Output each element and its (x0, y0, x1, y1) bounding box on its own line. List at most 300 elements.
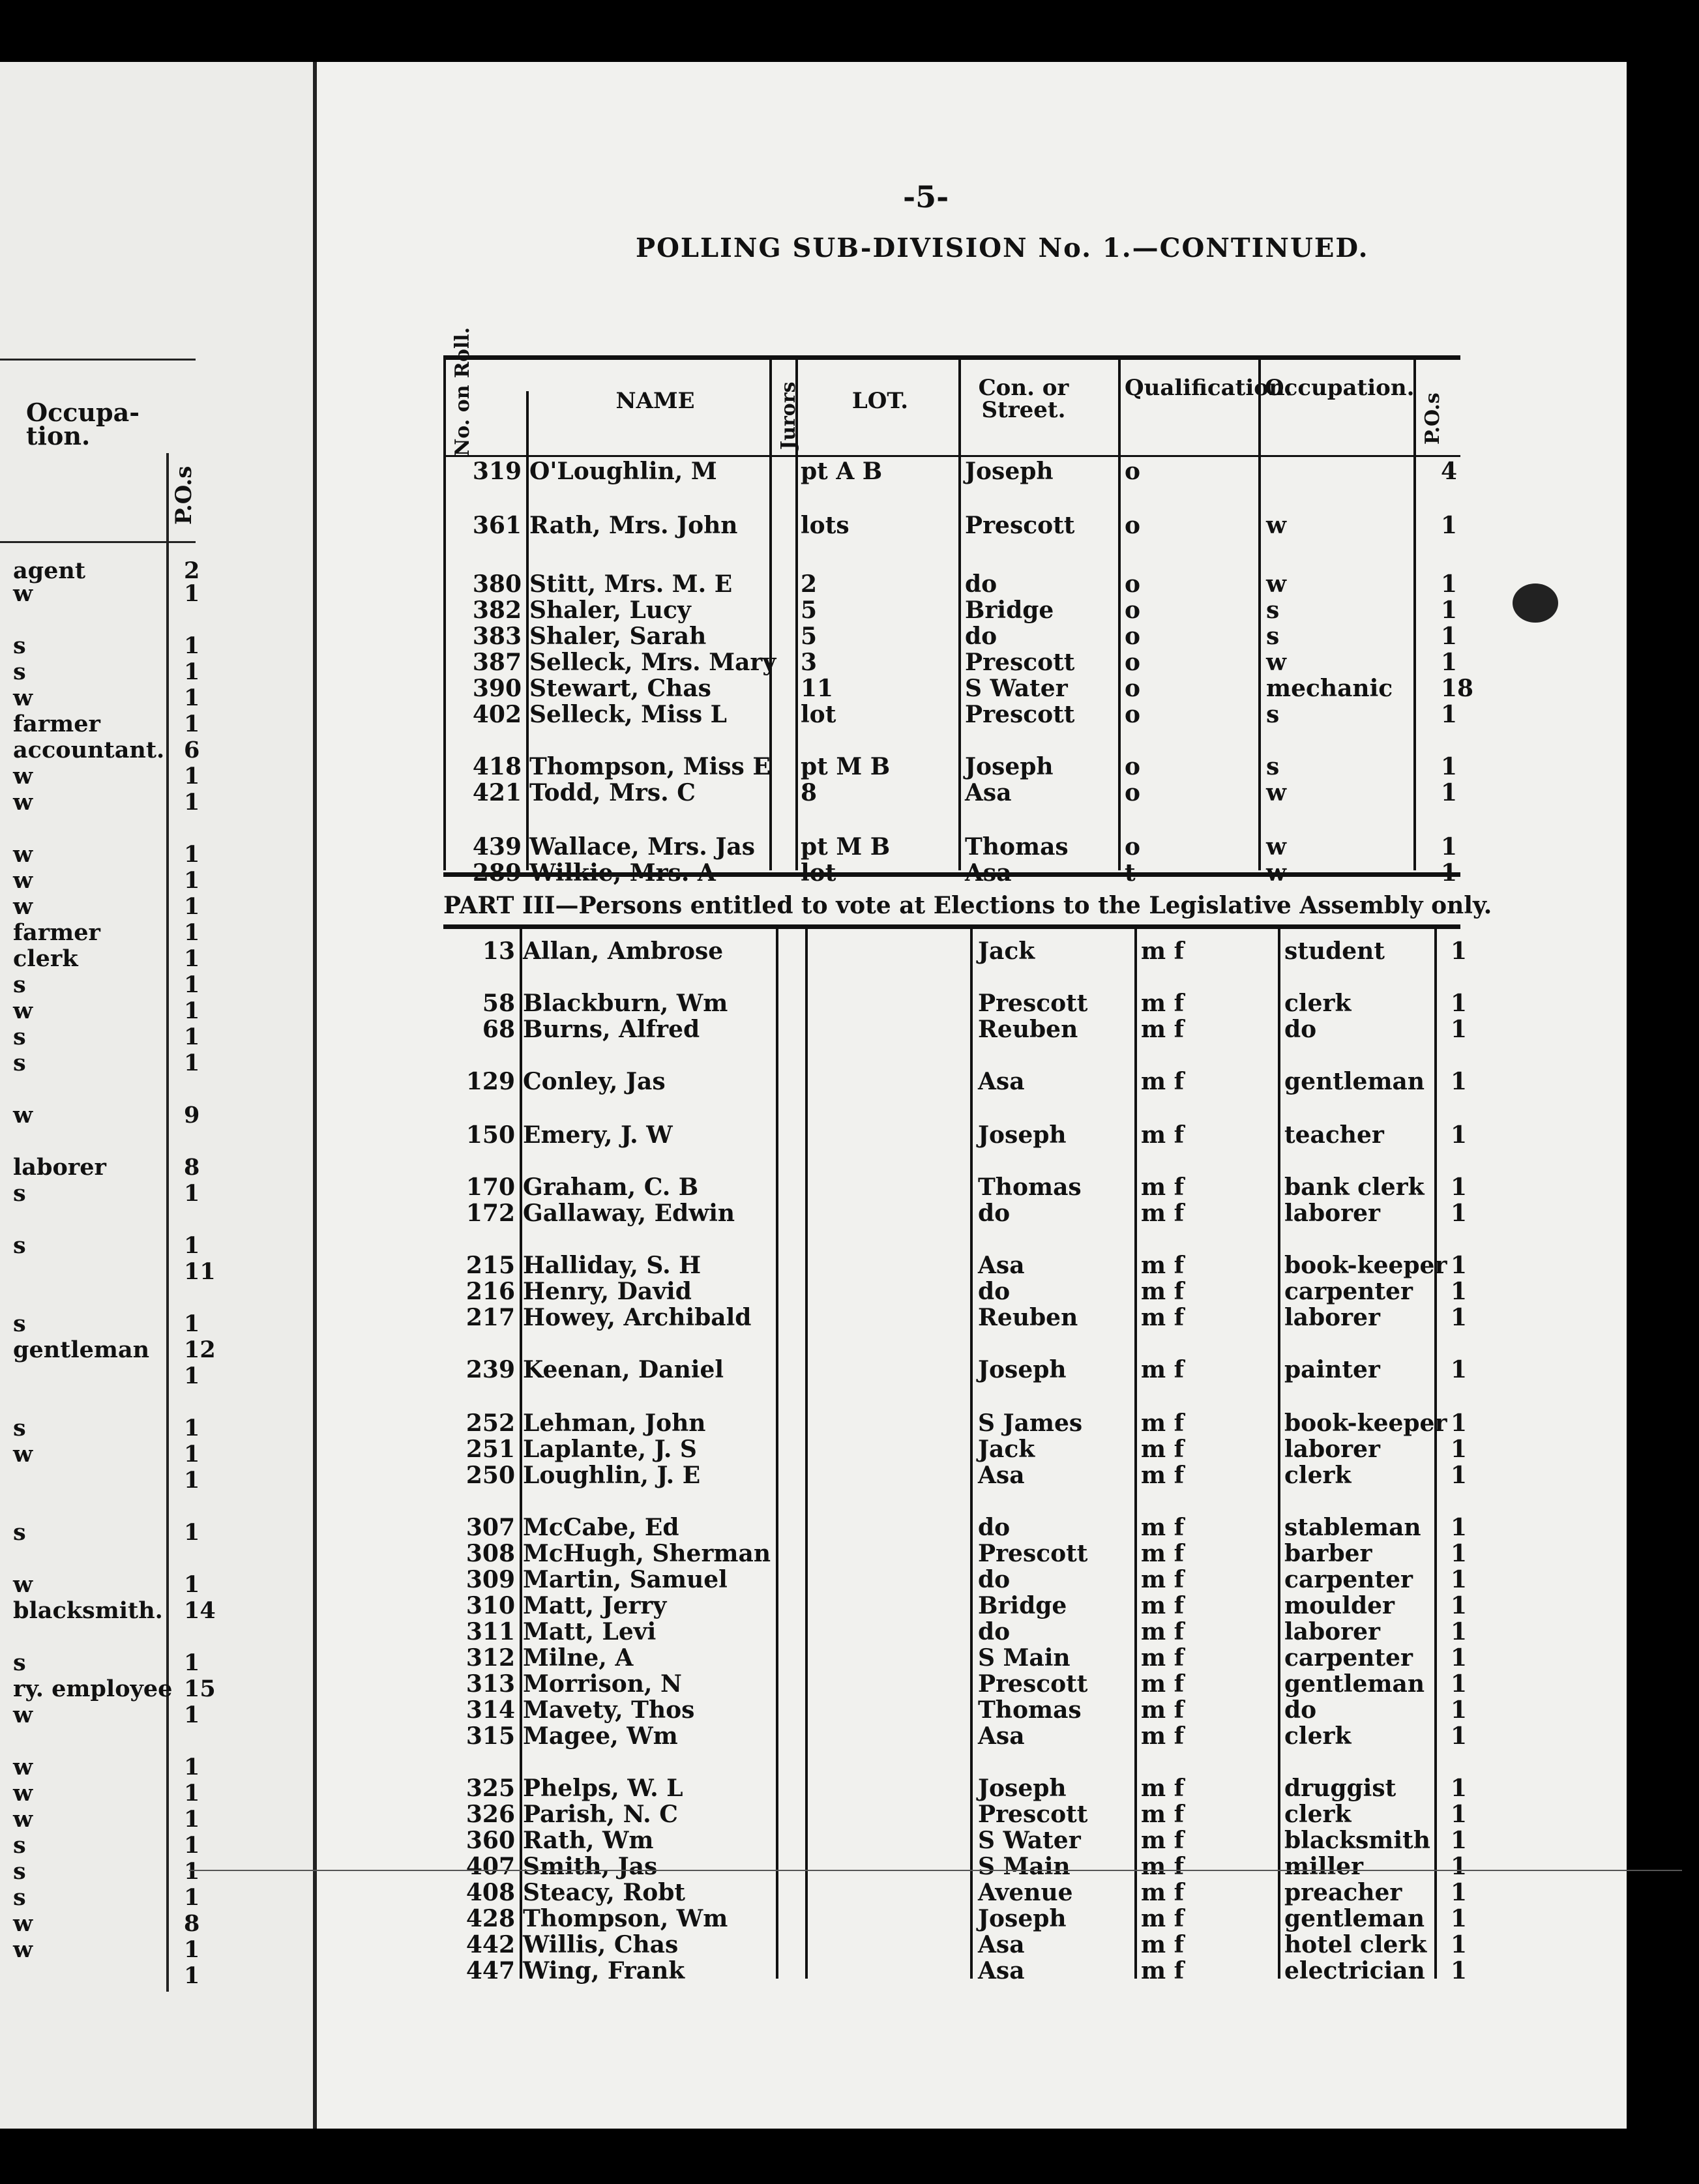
cell-street: do (978, 1618, 1011, 1645)
cell-no: 217 (465, 1304, 515, 1331)
table-row (443, 1957, 1468, 1985)
cell-street: Asa (965, 859, 1012, 887)
cell-no: 408 (465, 1879, 515, 1906)
cell-po: 1 (1451, 1016, 1468, 1043)
left-po: 1 (184, 971, 200, 998)
header-no-on-roll: No. on Roll. (451, 327, 474, 456)
cell-occ: w (1266, 833, 1286, 861)
cell-no: 325 (465, 1775, 515, 1802)
part2-end-rule (443, 872, 1460, 877)
cell-street: Asa (978, 1252, 1025, 1279)
left-po: 1 (184, 997, 200, 1024)
cell-qual: o (1125, 512, 1141, 539)
cell-qual: m f (1141, 1409, 1185, 1437)
cell-po: 1 (1451, 1514, 1468, 1541)
cell-po: 1 (1451, 1200, 1468, 1227)
cell-occ: s (1266, 597, 1280, 624)
cell-name: Graham, C. B (523, 1173, 699, 1201)
cell-qual: o (1125, 675, 1141, 702)
cell-qual: m f (1141, 1905, 1185, 1932)
part3-heading: PART III—Persons entitled to vote at Elections to the Legislative Assembly only. (443, 892, 1492, 919)
cell-no: 407 (465, 1853, 515, 1880)
cell-street: Asa (965, 779, 1012, 806)
table-row (443, 1200, 1468, 1227)
cell-name: Todd, Mrs. C (529, 779, 696, 806)
left-occupation: laborer (13, 1154, 106, 1181)
left-occupation: agent (13, 557, 86, 584)
cell-lot: lot (801, 701, 836, 728)
cell-no: 170 (465, 1173, 515, 1201)
cell-no: 447 (465, 1957, 515, 1985)
cell-name: Selleck, Miss L (529, 701, 727, 728)
cell-po: 1 (1451, 1121, 1468, 1149)
left-po: 1 (184, 841, 200, 868)
cell-po: 1 (1451, 1931, 1468, 1958)
cell-qual: m f (1141, 1462, 1185, 1489)
cell-no: 172 (465, 1200, 515, 1227)
cell-lot: 5 (801, 597, 818, 624)
cell-street: S James (978, 1409, 1083, 1437)
cell-po: 1 (1451, 1436, 1468, 1463)
cell-street: Jack (978, 937, 1035, 965)
cell-qual: t (1125, 859, 1136, 887)
table-row (443, 1644, 1468, 1672)
table-row (443, 1356, 1468, 1383)
table-row (443, 1592, 1468, 1619)
left-po: 8 (184, 1154, 200, 1181)
cell-street: Joseph (965, 458, 1054, 485)
cell-name: Wilkie, Mrs. A (529, 859, 716, 887)
cell-no: 251 (465, 1436, 515, 1463)
cell-lot: pt M B (801, 833, 891, 861)
cell-po: 1 (1451, 1801, 1468, 1828)
left-facing-page (0, 62, 317, 2129)
cell-po: 1 (1451, 1304, 1468, 1331)
table-row (443, 1304, 1468, 1331)
cell-street: do (965, 570, 997, 598)
table-row (443, 1566, 1468, 1593)
cell-lot: 11 (801, 675, 834, 702)
cell-no: 428 (465, 1905, 515, 1932)
cell-no: 129 (465, 1068, 515, 1095)
left-occupation: w (13, 789, 33, 816)
cell-occ: s (1266, 701, 1280, 728)
table-row (443, 1462, 1468, 1489)
cell-occ: mechanic (1266, 675, 1393, 702)
cell-street: S Water (978, 1827, 1081, 1854)
left-po: 1 (184, 1519, 200, 1546)
cell-street: do (965, 623, 997, 650)
left-po: 1 (184, 1441, 200, 1468)
left-occupation: gentleman (13, 1336, 150, 1363)
cell-name: Phelps, W. L (523, 1775, 683, 1802)
cell-lot: 8 (801, 779, 818, 806)
cell-qual: o (1125, 458, 1141, 485)
cell-qual: m f (1141, 990, 1185, 1017)
cell-name: Howey, Archibald (523, 1304, 752, 1331)
cell-qual: m f (1141, 1592, 1185, 1619)
cell-po: 1 (1451, 1722, 1468, 1750)
cell-street: Joseph (978, 1775, 1067, 1802)
table-row (443, 937, 1468, 965)
cell-street: Thomas (978, 1173, 1082, 1201)
left-po: 9 (184, 1102, 200, 1129)
left-occupation: w (13, 685, 33, 711)
cell-street: Prescott (978, 990, 1088, 1017)
header-po: P.O.s (1421, 392, 1444, 445)
left-po: 2 (184, 557, 200, 584)
header-bottom-rule (443, 455, 1460, 457)
cell-name: Mavety, Thos (523, 1696, 695, 1724)
left-po: 1 (184, 1310, 200, 1337)
left-occupation: s (13, 658, 26, 685)
cell-po: 1 (1451, 1173, 1468, 1201)
cell-po: 1 (1451, 1905, 1468, 1932)
cell-name: Smith, Jas (523, 1853, 658, 1880)
cell-occ: do (1284, 1696, 1317, 1724)
cell-po: 1 (1451, 1592, 1468, 1619)
cell-no: 390 (472, 675, 522, 702)
cell-name: Keenan, Daniel (523, 1356, 724, 1383)
left-occupation: w (13, 867, 33, 894)
table-row (443, 597, 1460, 623)
cell-street: Jack (978, 1436, 1035, 1463)
cell-po: 1 (1451, 1644, 1468, 1672)
table-row (443, 649, 1460, 675)
cell-name: Allan, Ambrose (523, 937, 724, 965)
header-name: NAME (615, 388, 695, 414)
ink-blot (1513, 583, 1558, 623)
cell-no: 360 (465, 1827, 515, 1854)
table-row (443, 990, 1468, 1017)
cell-name: Loughlin, J. E (523, 1462, 701, 1489)
cell-name: Shaler, Lucy (529, 597, 691, 624)
cell-name: Selleck, Mrs. Mary (529, 649, 776, 676)
cell-qual: m f (1141, 1173, 1185, 1201)
table-row (443, 1121, 1468, 1149)
left-po: 1 (184, 1180, 200, 1207)
cell-qual: m f (1141, 1356, 1185, 1383)
cell-occ: stableman (1284, 1514, 1421, 1541)
cell-qual: m f (1141, 1566, 1185, 1593)
left-occupation: s (13, 1180, 26, 1207)
cell-qual: m f (1141, 1644, 1185, 1672)
left-po: 1 (184, 1050, 200, 1076)
cell-name: Willis, Chas (523, 1931, 679, 1958)
left-occupation: w (13, 1102, 33, 1129)
left-occupation: w (13, 997, 33, 1024)
left-po: 12 (184, 1336, 216, 1363)
left-occupation: w (13, 1441, 33, 1468)
cell-qual: m f (1141, 1853, 1185, 1880)
left-po: 1 (184, 789, 200, 816)
left-occupation: clerk (13, 945, 78, 972)
left-occupation: w (13, 580, 33, 607)
cell-name: Wing, Frank (523, 1957, 685, 1985)
left-occupation: s (13, 1232, 26, 1259)
cell-occ: laborer (1284, 1618, 1381, 1645)
cell-po: 1 (1441, 779, 1458, 806)
cell-qual: m f (1141, 1670, 1185, 1698)
cell-name: Thompson, Miss E (529, 753, 771, 780)
left-occupation: farmer (13, 919, 100, 946)
cell-street: do (978, 1566, 1011, 1593)
cell-no: 309 (465, 1566, 515, 1593)
cell-name: Martin, Samuel (523, 1566, 728, 1593)
cell-po: 1 (1451, 1540, 1468, 1567)
cell-no: 289 (472, 859, 522, 887)
cell-name: Laplante, J. S (523, 1436, 697, 1463)
cell-name: Morrison, N (523, 1670, 682, 1698)
cell-name: Parish, N. C (523, 1801, 678, 1828)
cell-occ: electrician (1284, 1957, 1425, 1985)
cell-occ: preacher (1284, 1879, 1402, 1906)
cell-occ: moulder (1284, 1592, 1395, 1619)
left-po: 1 (184, 1571, 200, 1598)
cell-no: 150 (465, 1121, 515, 1149)
cell-qual: o (1125, 833, 1141, 861)
left-po: 1 (184, 1858, 200, 1885)
left-po: 1 (184, 1962, 200, 1989)
cell-po: 1 (1441, 833, 1458, 861)
cell-street: Prescott (965, 701, 1075, 728)
left-po: 1 (184, 685, 200, 711)
cell-name: Wallace, Mrs. Jas (529, 833, 755, 861)
left-occupation: s (13, 1649, 26, 1676)
cell-po: 1 (1441, 570, 1458, 598)
left-page-top-rule (0, 359, 196, 361)
cell-street: Asa (978, 1957, 1025, 1985)
left-po: 6 (184, 737, 200, 763)
cell-no: 418 (472, 753, 522, 780)
cell-occ: druggist (1284, 1775, 1396, 1802)
table-row (443, 675, 1474, 702)
cell-no: 215 (465, 1252, 515, 1279)
table-row (443, 1879, 1468, 1906)
left-occupation: w (13, 1780, 33, 1807)
cell-qual: m f (1141, 1304, 1185, 1331)
cell-occ: laborer (1284, 1436, 1381, 1463)
cell-no: 252 (465, 1409, 515, 1437)
cell-occ: s (1266, 753, 1280, 780)
left-po: 15 (184, 1675, 216, 1702)
cell-name: Rath, Mrs. John (529, 512, 738, 539)
left-occupation: w (13, 1910, 33, 1937)
left-po: 1 (184, 945, 200, 972)
cell-qual: m f (1141, 1879, 1185, 1906)
left-po: 1 (184, 1415, 200, 1441)
cell-po: 1 (1451, 1278, 1468, 1305)
table-row (443, 458, 1460, 484)
cell-qual: m f (1141, 1827, 1185, 1854)
cell-occ: carpenter (1284, 1644, 1413, 1672)
cell-name: Matt, Jerry (523, 1592, 667, 1619)
cell-occ: book-keeper (1284, 1409, 1447, 1437)
cell-street: Prescott (965, 512, 1075, 539)
cell-street: Asa (978, 1722, 1025, 1750)
cell-street: Joseph (965, 753, 1054, 780)
cell-po: 1 (1451, 1618, 1468, 1645)
left-po: 1 (184, 1780, 200, 1807)
cell-street: Asa (978, 1068, 1025, 1095)
cell-lot: 3 (801, 649, 818, 676)
cell-no: 314 (465, 1696, 515, 1724)
cell-qual: m f (1141, 1722, 1185, 1750)
cell-po: 1 (1451, 1068, 1468, 1095)
table-row (443, 1514, 1468, 1541)
cell-po: 1 (1451, 1827, 1468, 1854)
cell-street: Bridge (965, 597, 1054, 624)
cell-street: Asa (978, 1931, 1025, 1958)
cell-po: 1 (1451, 1696, 1468, 1724)
table-row (443, 1670, 1468, 1698)
cell-occ: miller (1284, 1853, 1363, 1880)
cell-qual: o (1125, 597, 1141, 624)
cell-qual: m f (1141, 1514, 1185, 1541)
cell-street: Asa (978, 1462, 1025, 1489)
cell-occ: bank clerk (1284, 1173, 1425, 1201)
cell-name: Gallaway, Edwin (523, 1200, 735, 1227)
cell-po: 1 (1441, 753, 1458, 780)
cell-name: Thompson, Wm (523, 1905, 728, 1932)
cell-occ: s (1266, 623, 1280, 650)
cell-name: Magee, Wm (523, 1722, 678, 1750)
table-row (443, 1775, 1468, 1802)
table-row (443, 833, 1460, 859)
cell-name: McHugh, Sherman (523, 1540, 771, 1567)
cell-occ: do (1284, 1016, 1317, 1043)
cell-name: Emery, J. W (523, 1121, 673, 1149)
cell-street: Reuben (978, 1016, 1078, 1043)
cell-occ: clerk (1284, 1801, 1352, 1828)
cell-qual: m f (1141, 1618, 1185, 1645)
cell-qual: m f (1141, 937, 1185, 965)
voters-list-table (443, 293, 1492, 2184)
cell-name: Conley, Jas (523, 1068, 666, 1095)
cell-po: 4 (1441, 458, 1458, 485)
cell-no: 319 (472, 458, 522, 485)
cell-name: Rath, Wm (523, 1827, 654, 1854)
cell-no: 312 (465, 1644, 515, 1672)
cell-qual: m f (1141, 1540, 1185, 1567)
cell-qual: m f (1141, 1016, 1185, 1043)
cell-po: 1 (1451, 990, 1468, 1017)
left-occupation: s (13, 632, 26, 659)
cell-name: Burns, Alfred (523, 1016, 700, 1043)
cell-po: 1 (1451, 1853, 1468, 1880)
left-po: 1 (184, 658, 200, 685)
left-po: 1 (184, 1232, 200, 1259)
cell-no: 239 (465, 1356, 515, 1383)
table-row (443, 753, 1460, 779)
cell-po: 1 (1451, 1879, 1468, 1906)
cell-name: Henry, David (523, 1278, 692, 1305)
cell-po: 1 (1451, 1356, 1468, 1383)
cell-street: S Water (965, 675, 1068, 702)
table-row (443, 1905, 1468, 1932)
left-occupation: s (13, 1519, 26, 1546)
scanned-page (0, 62, 1627, 2129)
table-row (443, 1931, 1468, 1958)
part3-top-rule (443, 924, 1460, 929)
cell-street: Reuben (978, 1304, 1078, 1331)
page-title: POLLING SUB-DIVISION No. 1.—CONTINUED. (636, 233, 1369, 263)
left-occupation: w (13, 1806, 33, 1833)
table-row (443, 1278, 1468, 1305)
left-occupation: s (13, 1050, 26, 1076)
cell-occ: w (1266, 512, 1286, 539)
cell-qual: o (1125, 649, 1141, 676)
table-row (443, 1173, 1468, 1201)
cell-street: Joseph (978, 1356, 1067, 1383)
left-occupation: s (13, 1884, 26, 1911)
table-row (443, 1853, 1468, 1880)
left-po: 1 (184, 1702, 200, 1728)
cell-occ: w (1266, 779, 1286, 806)
cell-po: 1 (1441, 512, 1458, 539)
left-occupation: w (13, 1754, 33, 1780)
cell-po: 1 (1441, 623, 1458, 650)
left-po: 1 (184, 1832, 200, 1859)
table-row (443, 1722, 1468, 1750)
cell-occ: hotel clerk (1284, 1931, 1427, 1958)
cell-po: 1 (1441, 701, 1458, 728)
cell-qual: m f (1141, 1957, 1185, 1985)
cell-street: Avenue (978, 1879, 1073, 1906)
left-po: 1 (184, 1806, 200, 1833)
table-row (443, 701, 1460, 727)
cell-name: Matt, Levi (523, 1618, 657, 1645)
cell-street: S Main (978, 1644, 1071, 1672)
cell-qual: m f (1141, 1801, 1185, 1828)
header-occupation: Occupation. (1265, 375, 1415, 401)
cell-po: 1 (1441, 859, 1458, 887)
cell-no: 361 (472, 512, 522, 539)
cell-street: do (978, 1514, 1011, 1541)
table-row (443, 1252, 1468, 1279)
header-qualification: Qualification. (1125, 375, 1293, 401)
cell-no: 442 (465, 1931, 515, 1958)
cell-qual: o (1125, 623, 1141, 650)
cell-qual: m f (1141, 1931, 1185, 1958)
cell-street: Bridge (978, 1592, 1067, 1619)
cell-street: Joseph (978, 1121, 1067, 1149)
cell-occ: book-keeper (1284, 1252, 1447, 1279)
left-occupation: ry. employee (13, 1675, 173, 1702)
cell-street: Prescott (978, 1540, 1088, 1567)
header-jurors: Jurors (777, 381, 800, 450)
left-occupation: farmer (13, 711, 100, 737)
cell-qual: m f (1141, 1696, 1185, 1724)
cell-street: Thomas (978, 1696, 1082, 1724)
left-occupation: w (13, 841, 33, 868)
left-po: 8 (184, 1910, 200, 1937)
header-lot: LOT. (851, 388, 909, 414)
cell-occ: gentleman (1284, 1905, 1425, 1932)
table-row (443, 1016, 1468, 1043)
left-po: 1 (184, 711, 200, 737)
left-po: 1 (184, 763, 200, 789)
cell-occ: gentleman (1284, 1068, 1425, 1095)
cell-no: 308 (465, 1540, 515, 1567)
table-row (443, 570, 1460, 597)
cell-no: 311 (465, 1618, 515, 1645)
left-po: 1 (184, 1467, 200, 1494)
cell-name: Shaler, Sarah (529, 623, 707, 650)
cell-occ: clerk (1284, 1722, 1352, 1750)
left-po: 1 (184, 1936, 200, 1963)
cell-street: Prescott (978, 1670, 1088, 1698)
